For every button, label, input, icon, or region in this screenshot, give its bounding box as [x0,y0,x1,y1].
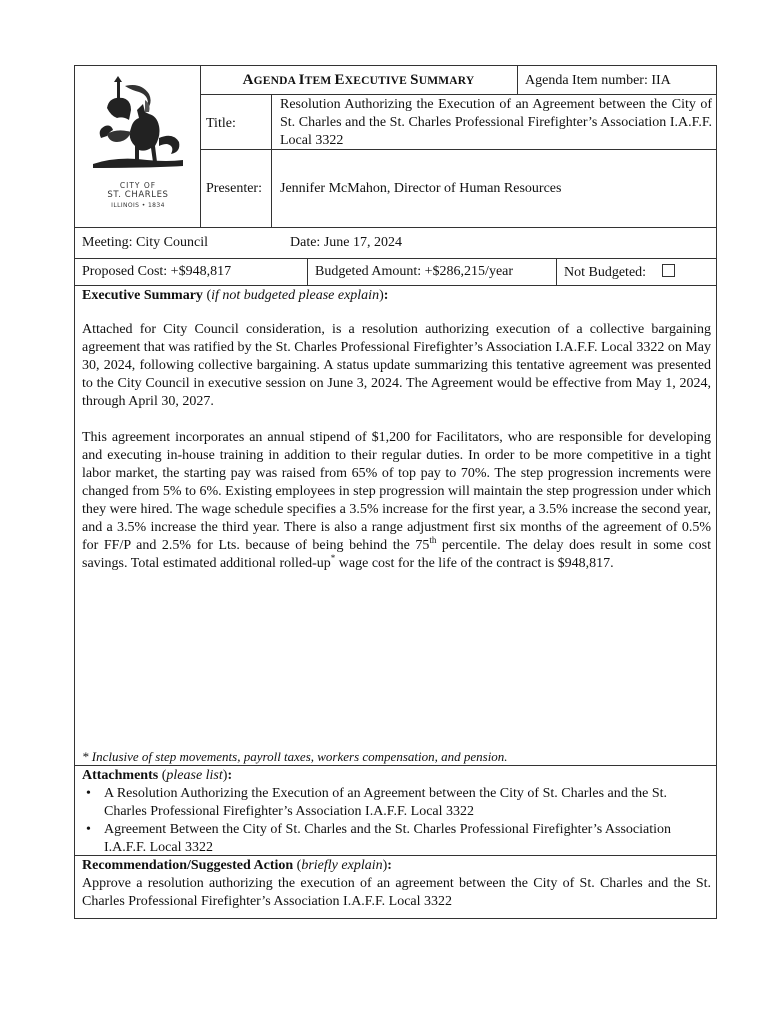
presenter-label: Presenter: [206,181,262,196]
presenter-value: Jennifer McMahon, Director of Human Resources [280,181,562,196]
label-divider [271,94,272,227]
not-budgeted-checkbox[interactable] [662,264,675,277]
form-title: AGENDA ITEM EXECUTIVE SUMMARY [242,72,475,88]
item-number-divider [517,66,518,94]
attachment-item: • Agreement Between the City of St. Charles and the St. Charles Professional Firefighter’s Association I.A.F.F. Local 3322 [86,822,672,855]
not-budgeted-label: Not Budgeted: [564,265,647,280]
summary-paragraph-2: This agreement incorporates an annual stipend of $1,200 for Facilitators, who are responsible for developing and executing in-house training in addition to their regular duties. In order to be more competitive in a tight labor market, the starting pay was raised from 65% of top pay to 70%. The step progression increments were changed from 5% to 6%. Existing employees in step progression will maintain the step progression under which they were hired. The wage schedule specifies a 3.5% increase for the first year, a 3.5% increase the second year, and a 3.5% increase the third year. There is also a range adjustment first six months of the agreement of 0.5% for FF/P and 2.5% for Lts. because of being behind the 75th percentile. The delay does result in some cost savings. Total estimated additional rolled-up* wage cost for the life of the contract is $948,817. [82,430,711,571]
not-budgeted [564,264,675,282]
attachments-heading: Attachments (please list): [82,768,233,783]
proposed-cost: Proposed Cost: +$948,817 [82,264,232,279]
recommendation-text: Approve a resolution authorizing the execution of an agreement between the City of St. Charles and the St. Charles Professional Firefighter’s Association I.A.F.F. Local 3322 [82,876,711,909]
attachment-item: • A Resolution Authorizing the Execution of an Agreement between the City of St. Charles and the St. Charles Professional Firefighter’s Association I.A.F.F. Local 3322 [86,786,668,819]
city-logo [87,76,189,216]
logo-line-3: ILLINOIS • 1834 [111,202,165,209]
summary-footnote: * Inclusive of step movements, payroll taxes, workers compensation, and pension. [82,749,508,764]
budgeted-amount: Budgeted Amount: +$286,215/year [315,264,514,279]
meeting-row-line [75,227,716,228]
attachments-row-line [75,765,716,766]
executive-summary-heading: Executive Summary (if not budgeted please explain): [82,288,389,303]
cost-divider-1 [307,258,308,285]
logo-divider [200,66,201,227]
agenda-form [74,65,717,919]
meeting-name: Meeting: City Council [82,235,208,250]
title-row-line [200,94,717,95]
title-value: Resolution Authorizing the Execution of an Agreement between the City of St. Charles and the St. Charles Professional Firefighter’s Association I.A.F.F. Local 3322 [280,97,712,148]
bullet-icon: • [86,822,91,837]
recommendation-heading: Recommendation/Suggested Action (briefly explain): [82,858,392,873]
meeting-date: Date: June 17, 2024 [290,235,402,250]
cost-divider-2 [556,258,557,285]
bullet-icon: • [86,786,91,801]
logo-line-1: CITY OF [119,181,157,190]
summary-paragraph-1: Attached for City Council consideration, is a resolution authorizing execution of a collective bargaining agreement that was ratified by the St. Charles Professional Firefighter’s Association I.A.F.F. Local 3322 on May 30, 2024, following collective bargaining. A status update summarizing this tentative agreement was presented to the City Council in executive session on June 3, 2024. The Agreement would be effective from May 1, 2024, through April 30, 2027. [82,322,711,409]
fox-emblem-icon [87,76,189,172]
logo-text [87,181,189,212]
attachments-list [75,785,712,857]
agenda-item-number: Agenda Item number: IIA [525,73,671,88]
cost-row-line [75,258,716,259]
logo-line-2: ST. CHARLES [107,190,169,200]
title-label: Title: [206,116,236,131]
summary-row-line [75,285,716,286]
